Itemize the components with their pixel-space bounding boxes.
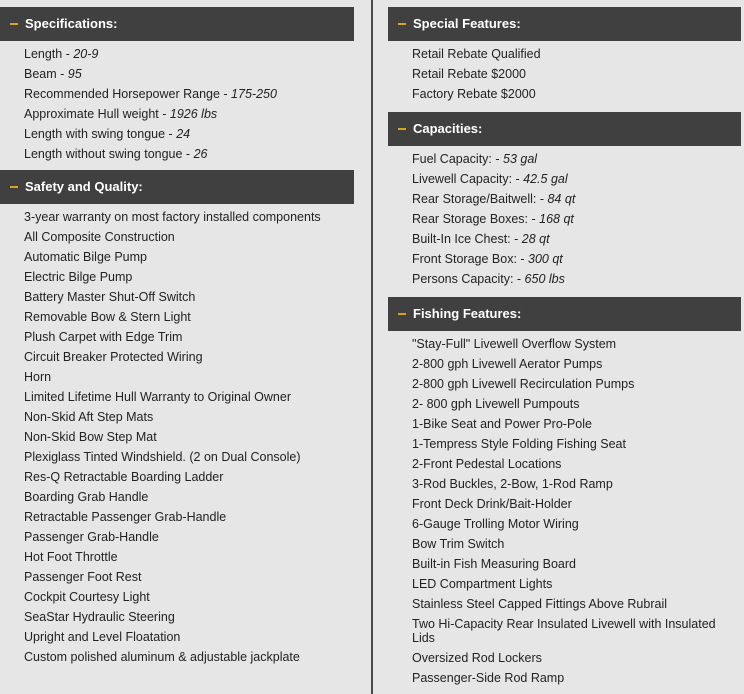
dash-icon: [10, 186, 18, 188]
list-item: Upright and Level Floatation: [24, 630, 181, 644]
capacities-title: Capacities:: [413, 121, 483, 136]
list-item: Hot Foot Throttle: [24, 550, 118, 564]
list-item: Passenger-Side Rod Ramp: [412, 671, 565, 685]
item-value: 24: [176, 127, 191, 141]
item-label: Length with swing tongue -: [24, 127, 177, 141]
list-item: [24, 144, 354, 164]
list-item: Factory Rebate $2000: [412, 87, 536, 101]
list-item: Passenger Grab-Handle: [24, 530, 159, 544]
specifications-header: [0, 7, 354, 41]
list-item: 6-Gauge Trolling Motor Wiring: [412, 517, 579, 531]
left-column: [0, 0, 354, 667]
list-item: [412, 249, 741, 269]
list-item: LED Compartment Lights: [412, 577, 553, 591]
special-title: Special Features:: [413, 16, 521, 31]
list-item: 1-Bike Seat and Power Pro-Pole: [412, 417, 592, 431]
item-label: Livewell Capacity: -: [412, 172, 524, 186]
list-item: Retractable Passenger Grab-Handle: [24, 510, 227, 524]
fishing-list: [388, 331, 741, 688]
special-header: [388, 7, 741, 41]
item-label: Length without swing tongue -: [24, 147, 194, 161]
list-item: 2-800 gph Livewell Recirculation Pumps: [412, 377, 635, 391]
list-item: Built-in Fish Measuring Board: [412, 557, 576, 571]
list-item: Electric Bilge Pump: [24, 270, 133, 284]
list-item: SeaStar Hydraulic Steering: [24, 610, 175, 624]
item-value: 53 gal: [503, 152, 538, 166]
specifications-list: [0, 41, 354, 164]
item-value: 28 qt: [521, 232, 550, 246]
column-divider: [371, 0, 373, 694]
item-label: Fuel Capacity: -: [412, 152, 504, 166]
list-item: Two Hi-Capacity Rear Insulated Livewell with Insulated Lids: [412, 617, 716, 645]
list-item: [412, 149, 741, 169]
list-item: [24, 84, 354, 104]
item-label: Persons Capacity: -: [412, 272, 525, 286]
right-column: [388, 0, 741, 688]
special-list: [388, 41, 741, 104]
safety-list: [0, 204, 354, 667]
list-item: [412, 209, 741, 229]
list-item: Plush Carpet with Edge Trim: [24, 330, 183, 344]
safety-title: Safety and Quality:: [25, 179, 143, 194]
item-label: Approximate Hull weight -: [24, 107, 170, 121]
capacities-list: [388, 146, 741, 289]
item-value: 20-9: [73, 47, 99, 61]
list-item: Bow Trim Switch: [412, 537, 505, 551]
list-item: Retail Rebate Qualified: [412, 47, 541, 61]
list-item: 3-Rod Buckles, 2-Bow, 1-Rod Ramp: [412, 477, 613, 491]
item-value: 1926 lbs: [169, 107, 218, 121]
list-item: [24, 124, 354, 144]
fishing-title: Fishing Features:: [413, 306, 522, 321]
list-item: [24, 44, 354, 64]
item-label: Front Storage Box: -: [412, 252, 529, 266]
dash-icon: [398, 23, 406, 25]
item-value: 175-250: [231, 87, 277, 101]
item-value: 26: [193, 147, 208, 161]
item-value: 168 qt: [539, 212, 574, 226]
item-label: Length -: [24, 47, 74, 61]
item-value: 95: [67, 67, 82, 81]
list-item: Stainless Steel Capped Fittings Above Rubrail: [412, 597, 668, 611]
list-item: 1-Tempress Style Folding Fishing Seat: [412, 437, 626, 451]
list-item: 2- 800 gph Livewell Pumpouts: [412, 397, 580, 411]
list-item: All Composite Construction: [24, 230, 175, 244]
safety-header: [0, 170, 354, 204]
list-item: [412, 229, 741, 249]
list-item: [412, 189, 741, 209]
list-item: [412, 169, 741, 189]
list-item: [412, 269, 741, 289]
item-label: Beam -: [24, 67, 68, 81]
list-item: Limited Lifetime Hull Warranty to Original Owner: [24, 390, 291, 404]
list-item: Removable Bow & Stern Light: [24, 310, 191, 324]
list-item: Custom polished aluminum & adjustable jackplate: [24, 650, 300, 664]
item-value: 42.5 gal: [523, 172, 568, 186]
dash-icon: [398, 128, 406, 130]
list-item: Non-Skid Bow Step Mat: [24, 430, 157, 444]
fishing-header: [388, 297, 741, 331]
list-item: 2-Front Pedestal Locations: [412, 457, 562, 471]
list-item: "Stay-Full" Livewell Overflow System: [412, 337, 617, 351]
list-item: Circuit Breaker Protected Wiring: [24, 350, 203, 364]
list-item: Battery Master Shut-Off Switch: [24, 290, 196, 304]
capacities-header: [388, 112, 741, 146]
item-label: Rear Storage Boxes: -: [412, 212, 540, 226]
dash-icon: [10, 23, 18, 25]
item-label: Rear Storage/Baitwell: -: [412, 192, 548, 206]
list-item: Oversized Rod Lockers: [412, 651, 542, 665]
item-value: 84 qt: [547, 192, 576, 206]
item-label: Recommended Horsepower Range -: [24, 87, 232, 101]
list-item: 3-year warranty on most factory installed components: [24, 210, 321, 224]
dash-icon: [398, 313, 406, 315]
list-item: Cockpit Courtesy Light: [24, 590, 150, 604]
list-item: 2-800 gph Livewell Aerator Pumps: [412, 357, 603, 371]
specifications-title: Specifications:: [25, 16, 118, 31]
list-item: [24, 64, 354, 84]
list-item: Non-Skid Aft Step Mats: [24, 410, 154, 424]
list-item: Plexiglass Tinted Windshield. (2 on Dual Console): [24, 450, 301, 464]
list-item: [24, 104, 354, 124]
list-item: Passenger Foot Rest: [24, 570, 142, 584]
list-item: Retail Rebate $2000: [412, 67, 526, 81]
list-item: Horn: [24, 370, 52, 384]
item-value: 300 qt: [528, 252, 563, 266]
list-item: Front Deck Drink/Bait-Holder: [412, 497, 572, 511]
item-label: Built-In Ice Chest: -: [412, 232, 522, 246]
item-value: 650 lbs: [524, 272, 565, 286]
list-item: Res-Q Retractable Boarding Ladder: [24, 470, 224, 484]
list-item: Automatic Bilge Pump: [24, 250, 147, 264]
list-item: Boarding Grab Handle: [24, 490, 149, 504]
